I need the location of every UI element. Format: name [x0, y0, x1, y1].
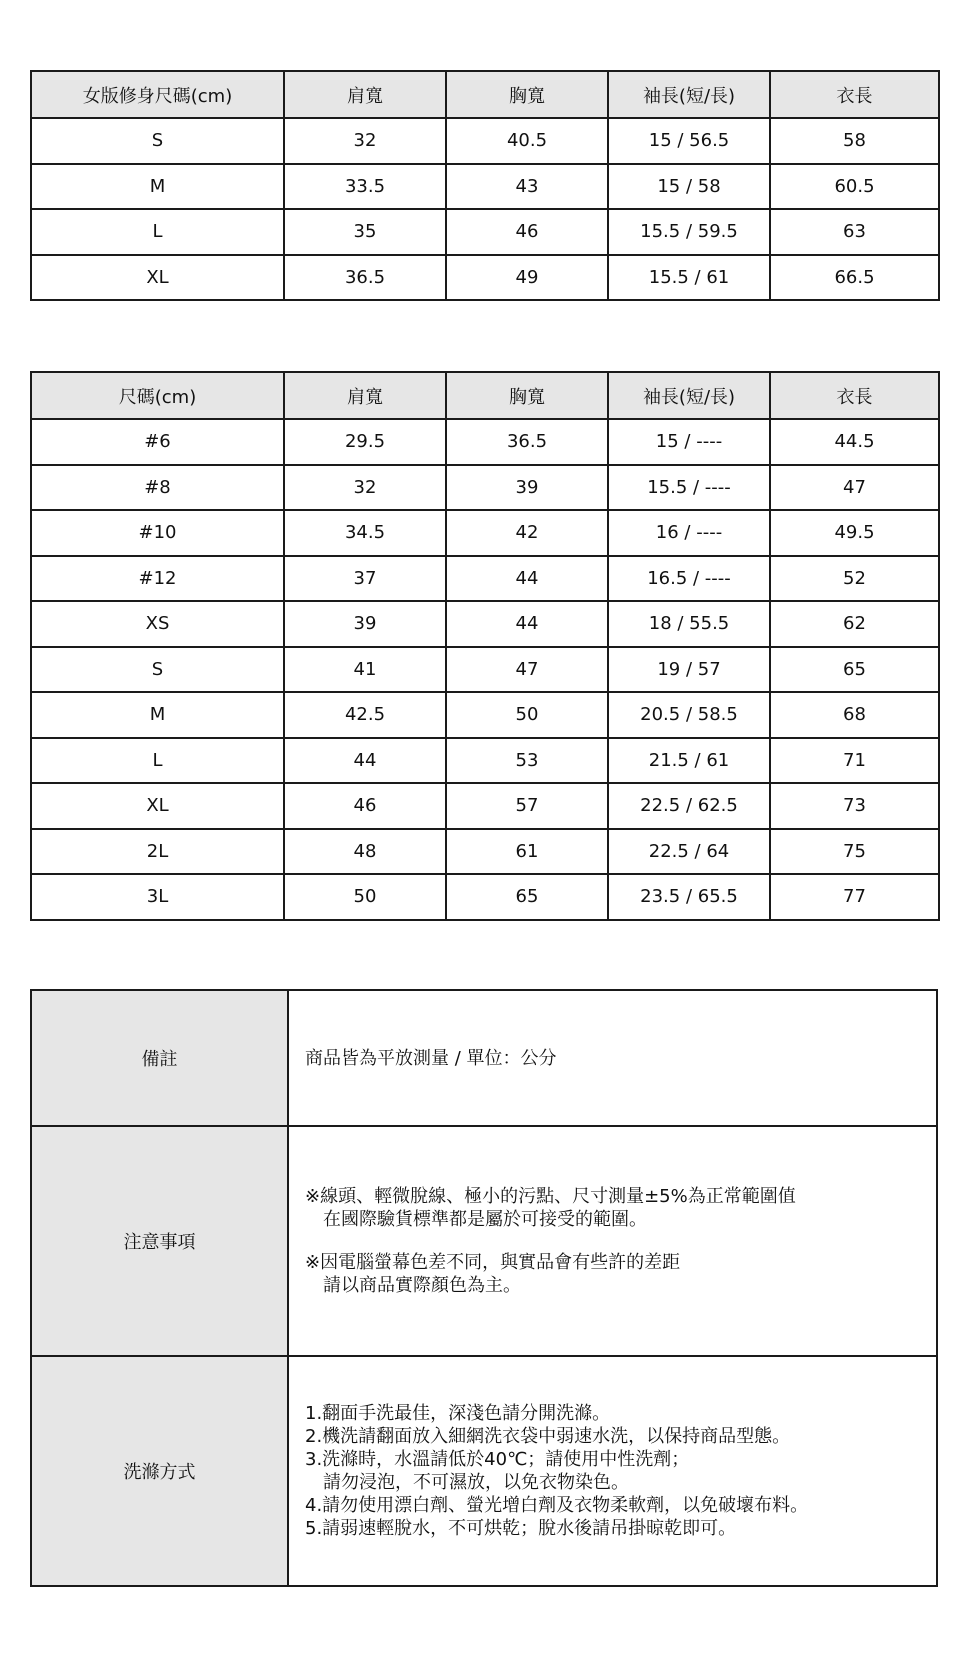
cell-sleeve: 15 / 56.5 — [608, 118, 770, 164]
cell-shoulder: 32 — [284, 465, 446, 511]
cell-chest: 39 — [446, 465, 608, 511]
cell-length: 62 — [770, 601, 939, 647]
attention-note-2 — [305, 1251, 935, 1297]
cell-size: XS — [31, 601, 284, 647]
cell-shoulder: 46 — [284, 783, 446, 829]
cell-chest: 50 — [446, 692, 608, 738]
cell-sleeve: 19 / 57 — [608, 647, 770, 693]
header-sleeve: 袖長(短/長) — [608, 372, 770, 419]
table-header-row — [31, 372, 939, 419]
attention-content — [288, 1126, 937, 1356]
header-shoulder: 肩寬 — [284, 71, 446, 118]
table-row — [31, 874, 939, 920]
table-row — [31, 118, 939, 164]
cell-shoulder: 34.5 — [284, 510, 446, 556]
cell-size: #12 — [31, 556, 284, 602]
header-shoulder: 肩寬 — [284, 372, 446, 419]
header-length: 衣長 — [770, 372, 939, 419]
cell-shoulder: 41 — [284, 647, 446, 693]
cell-size: S — [31, 118, 284, 164]
cell-chest: 44 — [446, 601, 608, 647]
header-sleeve: 袖長(短/長) — [608, 71, 770, 118]
header-length: 衣長 — [770, 71, 939, 118]
cell-sleeve: 15 / ---- — [608, 419, 770, 465]
cell-sleeve: 15 / 58 — [608, 164, 770, 210]
cell-shoulder: 42.5 — [284, 692, 446, 738]
table-row — [31, 255, 939, 301]
cell-sleeve: 18 / 55.5 — [608, 601, 770, 647]
cell-length: 77 — [770, 874, 939, 920]
cell-chest: 53 — [446, 738, 608, 784]
cell-shoulder: 37 — [284, 556, 446, 602]
table-row — [31, 783, 939, 829]
table-row — [31, 510, 939, 556]
attention-line: ※線頭、輕微脫線、極小的污點、尺寸測量±5%為正常範圍值 — [305, 1186, 796, 1207]
cell-length: 63 — [770, 209, 939, 255]
cell-size: 2L — [31, 829, 284, 875]
washing-line: 請勿浸泡，不可濕放，以免衣物染色。 — [323, 1472, 629, 1493]
cell-length: 44.5 — [770, 419, 939, 465]
cell-size: XL — [31, 255, 284, 301]
cell-shoulder: 36.5 — [284, 255, 446, 301]
cell-chest: 42 — [446, 510, 608, 556]
cell-chest: 65 — [446, 874, 608, 920]
cell-size: M — [31, 692, 284, 738]
cell-shoulder: 32 — [284, 118, 446, 164]
cell-length: 75 — [770, 829, 939, 875]
cell-size: #6 — [31, 419, 284, 465]
attention-note-1 — [305, 1185, 935, 1231]
cell-size: #8 — [31, 465, 284, 511]
cell-shoulder: 35 — [284, 209, 446, 255]
washing-line: 1.翻面手洗最佳，深淺色請分開洗滌。 — [305, 1403, 611, 1424]
notes-table — [30, 989, 938, 1587]
cell-length: 47 — [770, 465, 939, 511]
cell-chest: 49 — [446, 255, 608, 301]
size-table-general — [30, 371, 940, 921]
cell-size: L — [31, 738, 284, 784]
cell-shoulder: 44 — [284, 738, 446, 784]
cell-sleeve: 21.5 / 61 — [608, 738, 770, 784]
cell-size: M — [31, 164, 284, 210]
cell-size: 3L — [31, 874, 284, 920]
remark-text: 商品皆為平放測量 / 單位：公分 — [288, 990, 937, 1126]
cell-length: 68 — [770, 692, 939, 738]
table-row — [31, 647, 939, 693]
cell-size: XL — [31, 783, 284, 829]
cell-sleeve: 22.5 / 64 — [608, 829, 770, 875]
cell-size: S — [31, 647, 284, 693]
remark-row — [31, 990, 937, 1126]
cell-shoulder: 50 — [284, 874, 446, 920]
washing-label: 洗滌方式 — [31, 1356, 288, 1586]
attention-line: 在國際驗貨標準都是屬於可接受的範圍。 — [323, 1209, 647, 1230]
table-row — [31, 465, 939, 511]
cell-length: 60.5 — [770, 164, 939, 210]
cell-chest: 57 — [446, 783, 608, 829]
cell-size: L — [31, 209, 284, 255]
washing-row — [31, 1356, 937, 1586]
washing-line: 4.請勿使用漂白劑、螢光增白劑及衣物柔軟劑，以免破壞布料。 — [305, 1495, 809, 1516]
header-size: 女版修身尺碼(cm) — [31, 71, 284, 118]
cell-sleeve: 15.5 / 59.5 — [608, 209, 770, 255]
washing-line: 5.請弱速輕脫水，不可烘乾；脫水後請吊掛晾乾即可。 — [305, 1518, 737, 1539]
cell-sleeve: 23.5 / 65.5 — [608, 874, 770, 920]
cell-sleeve: 20.5 / 58.5 — [608, 692, 770, 738]
table-row — [31, 601, 939, 647]
cell-sleeve: 16 / ---- — [608, 510, 770, 556]
attention-line: 請以商品實際顏色為主。 — [323, 1275, 521, 1296]
cell-length: 71 — [770, 738, 939, 784]
table-row — [31, 209, 939, 255]
cell-size: #10 — [31, 510, 284, 556]
header-size: 尺碼(cm) — [31, 372, 284, 419]
table-row — [31, 164, 939, 210]
cell-shoulder: 29.5 — [284, 419, 446, 465]
cell-chest: 61 — [446, 829, 608, 875]
cell-chest: 40.5 — [446, 118, 608, 164]
table-row — [31, 738, 939, 784]
cell-chest: 44 — [446, 556, 608, 602]
size-table-womens-slim — [30, 70, 940, 301]
table-row — [31, 556, 939, 602]
cell-length: 52 — [770, 556, 939, 602]
cell-length: 58 — [770, 118, 939, 164]
remark-label: 備註 — [31, 990, 288, 1126]
cell-sleeve: 22.5 / 62.5 — [608, 783, 770, 829]
header-chest: 胸寬 — [446, 372, 608, 419]
washing-content — [288, 1356, 937, 1586]
cell-shoulder: 39 — [284, 601, 446, 647]
cell-chest: 46 — [446, 209, 608, 255]
attention-label: 注意事項 — [31, 1126, 288, 1356]
washing-line: 3.洗滌時，水溫請低於40℃；請使用中性洗劑； — [305, 1449, 690, 1470]
cell-sleeve: 16.5 / ---- — [608, 556, 770, 602]
cell-length: 49.5 — [770, 510, 939, 556]
cell-shoulder: 48 — [284, 829, 446, 875]
cell-chest: 47 — [446, 647, 608, 693]
washing-line: 2.機洗請翻面放入細網洗衣袋中弱速水洗，以保持商品型態。 — [305, 1426, 791, 1447]
table-row — [31, 419, 939, 465]
cell-chest: 43 — [446, 164, 608, 210]
cell-shoulder: 33.5 — [284, 164, 446, 210]
cell-length: 66.5 — [770, 255, 939, 301]
header-chest: 胸寬 — [446, 71, 608, 118]
cell-sleeve: 15.5 / ---- — [608, 465, 770, 511]
cell-length: 65 — [770, 647, 939, 693]
cell-sleeve: 15.5 / 61 — [608, 255, 770, 301]
table-row — [31, 692, 939, 738]
attention-line: ※因電腦螢幕色差不同，與實品會有些許的差距 — [305, 1252, 681, 1273]
cell-chest: 36.5 — [446, 419, 608, 465]
cell-length: 73 — [770, 783, 939, 829]
table-header-row — [31, 71, 939, 118]
attention-row — [31, 1126, 937, 1356]
table-row — [31, 829, 939, 875]
